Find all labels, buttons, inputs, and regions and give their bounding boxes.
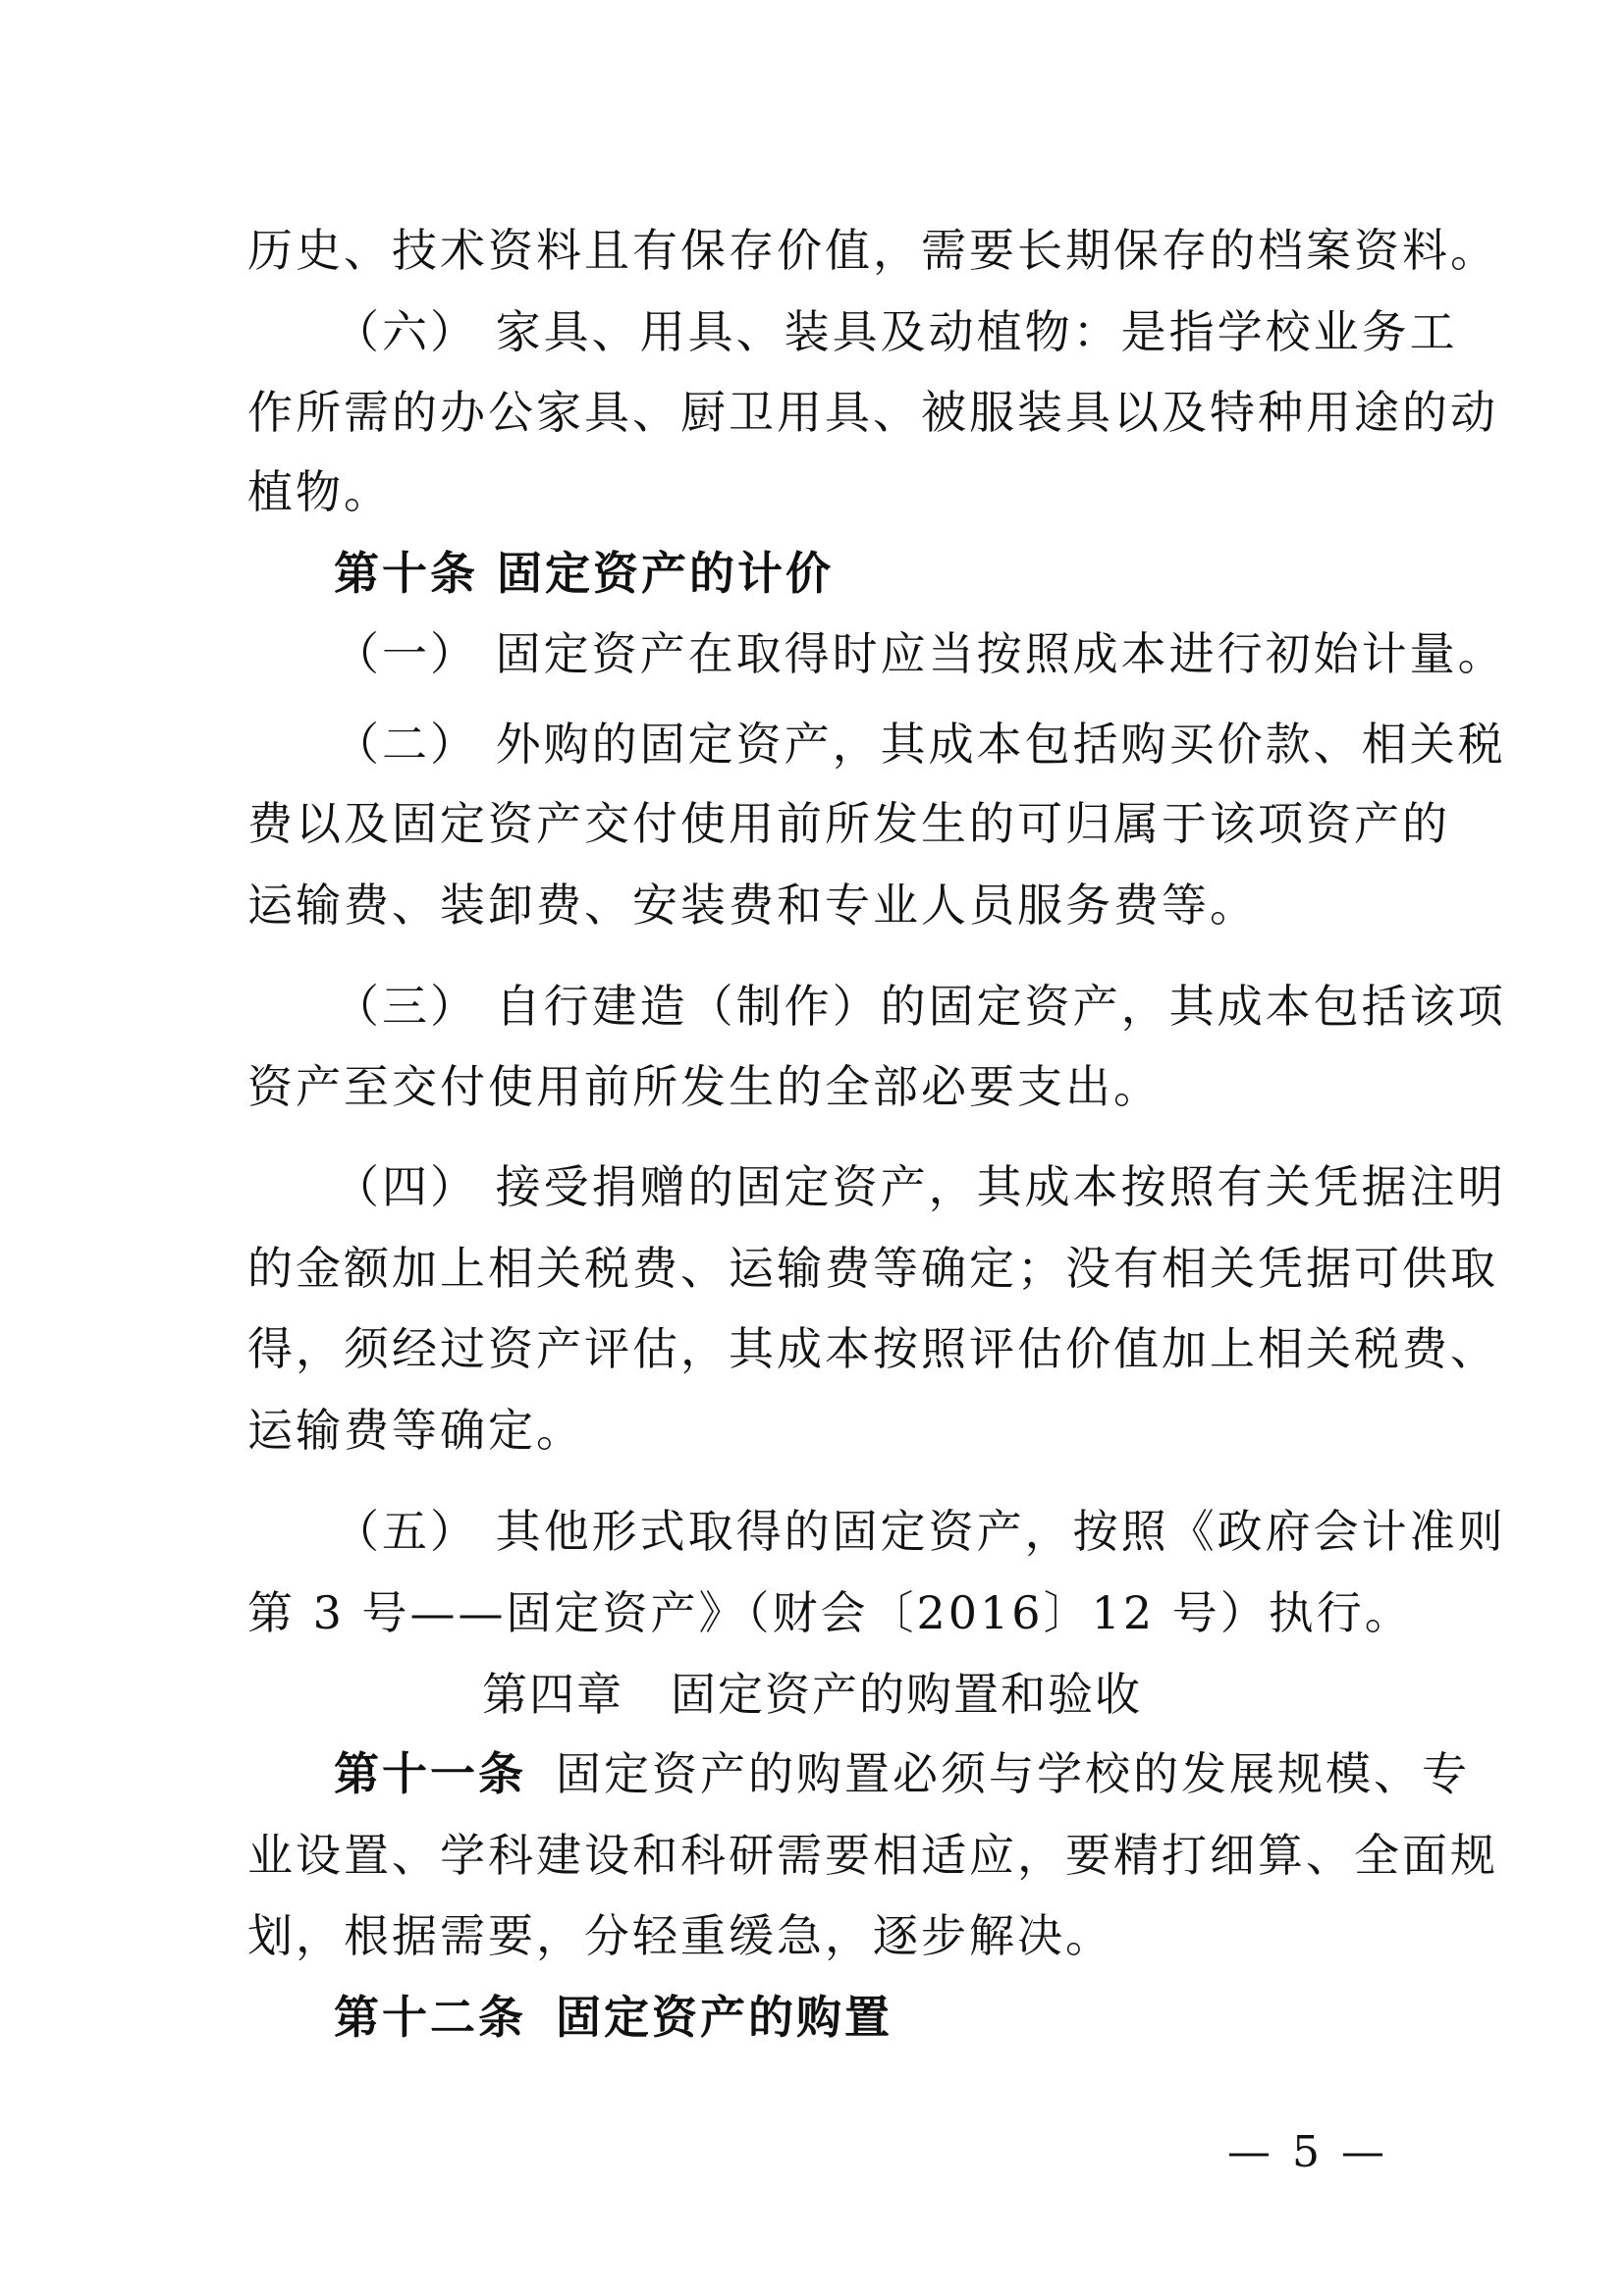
text-line: 植物。 [247,465,392,518]
article-11-label: 第十一条 [334,1747,526,1800]
text-line: （一） 固定资产在取得时应当按照成本进行初始计量。 [334,627,1506,680]
text-line: 历史、技术资料且有保存价值，需要长期保存的档案资料。 [247,224,1498,277]
text-line: 作所需的办公家具、厨卫用具、被服装具以及特种用途的动 [247,386,1498,439]
text-line: 运输费、装卸费、安装费和专业人员服务费等。 [247,879,1258,932]
text-line: （六） 家具、用具、装具及动植物：是指学校业务工 [334,305,1458,358]
text-line: 划，根据需要，分轻重缓急，逐步解决。 [247,1909,1113,1962]
text-line: 得，须经过资产评估，其成本按照评估价值加上相关税费、 [247,1322,1498,1375]
text-line: 费以及固定资产交付使用前所发生的可归属于该项资产的 [247,797,1450,850]
text-line: 业设置、学科建设和科研需要相适应，要精打细算、全面规 [247,1829,1498,1882]
article-12-label: 第十二条 [334,1991,526,2044]
article-11-line [334,1744,1470,1803]
text-line: （二） 外购的固定资产，其成本包括购买价款、相关税 [334,718,1506,771]
text-line: （三） 自行建造（制作）的固定资产，其成本包括该项 [334,980,1506,1033]
chapter-heading: 第四章 固定资产的购置和验收 [482,1668,1142,1721]
page-number: — 5 — [1227,2127,1388,2177]
article-12-text: 固定资产的购置 [556,1991,893,2044]
text-line: 的金额加上相关税费、运输费等确定；没有相关凭据可供取 [247,1242,1498,1295]
article-10-heading: 第十条 固定资产的计价 [334,547,835,600]
article-12-line [334,1988,1386,2047]
text-line: （五） 其他形式取得的固定资产，按照《政府会计准则 [334,1505,1506,1558]
text-line: 资产至交付使用前所发生的全部必要支出。 [247,1060,1162,1113]
text-line: 第 3 号——固定资产》（财会〔2016〕12 号）执行。 [247,1586,1413,1639]
article-11-text: 固定资产的购置必须与学校的发展规模、专 [556,1747,1470,1800]
text-line: （四） 接受捐赠的固定资产，其成本按照有关凭据注明 [334,1160,1506,1213]
text-line: 运输费等确定。 [247,1404,584,1457]
